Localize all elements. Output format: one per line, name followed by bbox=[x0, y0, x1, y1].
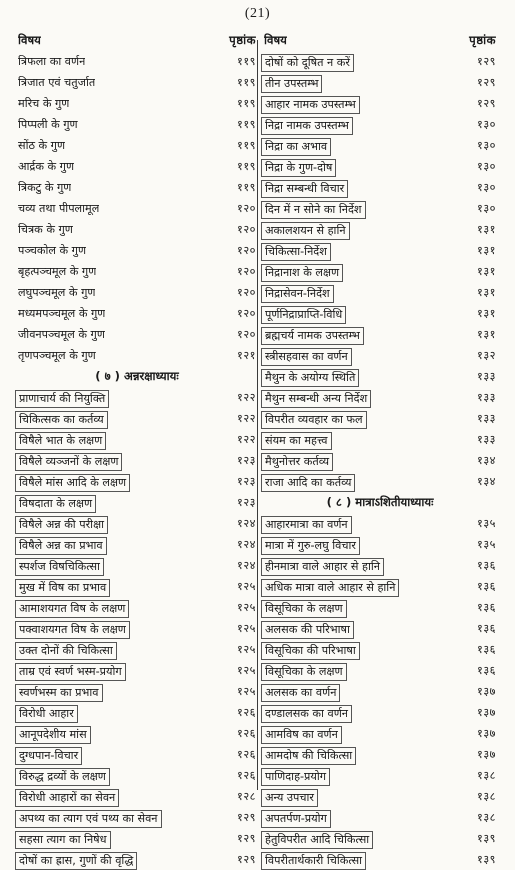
entry-title: विपरीतार्थकारी चिकित्सा bbox=[261, 852, 366, 870]
entry-page: ११९ bbox=[237, 160, 256, 173]
toc-entry bbox=[18, 345, 256, 366]
entry-page: १३७ bbox=[477, 748, 496, 761]
toc-entry bbox=[18, 135, 256, 156]
toc-entry bbox=[18, 744, 256, 765]
entry-page: १२९ bbox=[477, 97, 496, 110]
entry-page: १३३ bbox=[477, 370, 496, 383]
toc-entry bbox=[264, 198, 496, 219]
entry-page: १२० bbox=[237, 202, 256, 215]
entry-page: १३० bbox=[477, 181, 496, 194]
entry-title: विषैले मांस आदि के लक्षण bbox=[15, 474, 130, 492]
entry-title: सहसा त्याग का निषेध bbox=[15, 831, 111, 849]
toc-entry bbox=[18, 72, 256, 93]
toc-entry bbox=[264, 702, 496, 723]
entry-title: बृहत्पञ्चमूल के गुण bbox=[18, 265, 97, 278]
entry-title: हीनमात्रा वाले आहार से हानि bbox=[261, 558, 384, 576]
entry-title: पञ्चकोल के गुण bbox=[18, 244, 87, 257]
toc-entry bbox=[264, 282, 496, 303]
toc-entry bbox=[264, 744, 496, 765]
entry-page: १२४ bbox=[237, 559, 256, 572]
toc-entry bbox=[18, 219, 256, 240]
toc-entry bbox=[18, 450, 256, 471]
entry-page: ११९ bbox=[237, 139, 256, 152]
entry-title: निद्रा का अभाव bbox=[261, 138, 331, 156]
toc-entry bbox=[18, 576, 256, 597]
toc-entry bbox=[264, 135, 496, 156]
entry-title: अन्य उपचार bbox=[261, 789, 318, 807]
entry-title: त्रिजात एवं चतुर्जात bbox=[18, 76, 96, 89]
entry-title: अलसक का वर्णन bbox=[261, 684, 340, 702]
toc-right-column bbox=[264, 30, 496, 870]
entry-page: १३० bbox=[477, 202, 496, 215]
entry-page: १३६ bbox=[477, 601, 496, 614]
entry-title: चव्य तथा पीपलामूल bbox=[18, 202, 100, 215]
toc-entry bbox=[264, 534, 496, 555]
entry-title: लघुपञ्चमूल के गुण bbox=[18, 286, 96, 299]
entry-title: प्राणाचार्य की नियुक्ति bbox=[15, 390, 109, 408]
entry-page: १२५ bbox=[237, 622, 256, 635]
entry-page: १३३ bbox=[477, 433, 496, 446]
toc-entry bbox=[264, 51, 496, 72]
entry-page: १३० bbox=[477, 118, 496, 131]
toc-entry bbox=[18, 534, 256, 555]
entry-title: स्पर्शज विषचिकित्सा bbox=[15, 558, 104, 576]
toc-left-column bbox=[18, 30, 256, 870]
subject-header: विषय bbox=[264, 33, 287, 47]
toc-entry bbox=[18, 786, 256, 807]
entry-page: १३६ bbox=[477, 664, 496, 677]
toc-entry bbox=[264, 366, 496, 387]
entry-page: १३४ bbox=[477, 454, 496, 467]
entry-page: १३२ bbox=[477, 349, 496, 362]
entry-page: १२६ bbox=[237, 706, 256, 719]
entry-title: आमविष का वर्णन bbox=[261, 726, 342, 744]
entry-title: हेतुविपरीत आदि चिकित्सा bbox=[261, 831, 373, 849]
toc-entry bbox=[264, 177, 496, 198]
section-heading: ( ७ ) अन्नरक्षाध्यायः bbox=[95, 369, 179, 383]
entry-title: दोषों को दूषित न करें bbox=[261, 54, 354, 72]
entry-title: आहारमात्रा का वर्णन bbox=[261, 516, 352, 534]
toc-entry bbox=[264, 156, 496, 177]
toc-entry bbox=[18, 408, 256, 429]
entry-title: आमदोष की चिकित्सा bbox=[261, 747, 356, 765]
toc-entry bbox=[264, 345, 496, 366]
toc-entry bbox=[264, 324, 496, 345]
entry-page: १२९ bbox=[477, 76, 496, 89]
entry-title: अलसक की परिभाषा bbox=[261, 621, 354, 639]
entry-title: निद्रासेवन-निर्देश bbox=[261, 285, 334, 303]
toc-entry bbox=[264, 576, 496, 597]
entry-title: सोंठ के गुण bbox=[18, 139, 66, 152]
entry-page: १२० bbox=[237, 244, 256, 257]
toc-entry bbox=[264, 513, 496, 534]
toc-entry bbox=[264, 660, 496, 681]
entry-page: १२५ bbox=[237, 601, 256, 614]
entry-title: संयम का महत्त्व bbox=[261, 432, 332, 450]
entry-page: १२५ bbox=[237, 580, 256, 593]
toc-entry bbox=[264, 681, 496, 702]
entry-page: ११९ bbox=[237, 118, 256, 131]
entry-page: १२२ bbox=[237, 412, 256, 425]
entry-page: १३१ bbox=[477, 244, 496, 257]
page-header: पृष्ठांक bbox=[229, 33, 256, 47]
entry-page: १३८ bbox=[477, 811, 496, 824]
entry-title: विरोधी आहार bbox=[15, 705, 78, 723]
entry-page: १२९ bbox=[237, 832, 256, 845]
entry-title: आनूपदेशीय मांस bbox=[15, 726, 91, 744]
toc-entry bbox=[264, 93, 496, 114]
entry-title: पाणिदाह-प्रयोग bbox=[261, 768, 330, 786]
entry-title: ताम्र एवं स्वर्ण भस्म-प्रयोग bbox=[15, 663, 126, 681]
entry-page: १३८ bbox=[477, 769, 496, 782]
entry-title: आर्द्रक के गुण bbox=[18, 160, 75, 173]
toc-entry bbox=[264, 219, 496, 240]
toc-entry bbox=[18, 177, 256, 198]
entry-page: १२० bbox=[237, 265, 256, 278]
section-heading: ( ८ ) मात्राऽशितीयाध्यायः bbox=[326, 495, 434, 509]
entry-page: १३६ bbox=[477, 643, 496, 656]
entry-title: अपथ्य का त्याग एवं पथ्य का सेवन bbox=[15, 810, 162, 828]
toc-entry bbox=[264, 303, 496, 324]
entry-page: १३१ bbox=[477, 286, 496, 299]
toc-entry bbox=[18, 303, 256, 324]
entry-page: १२९ bbox=[477, 55, 496, 68]
toc-entry bbox=[264, 429, 496, 450]
entry-page: १२१ bbox=[237, 349, 256, 362]
toc-entry bbox=[264, 555, 496, 576]
entry-page: १२९ bbox=[237, 853, 256, 866]
entry-page: ११९ bbox=[237, 55, 256, 68]
entry-page: १३३ bbox=[477, 391, 496, 404]
entry-title: पक्वाशयगत विष के लक्षण bbox=[15, 621, 130, 639]
entry-title: विषदाता के लक्षण bbox=[15, 495, 96, 513]
entry-title: चित्रक के गुण bbox=[18, 223, 73, 236]
toc-entry bbox=[264, 723, 496, 744]
toc-entry bbox=[18, 429, 256, 450]
entry-page: १२३ bbox=[237, 454, 256, 467]
entry-title: स्वर्णभस्म का प्रभाव bbox=[15, 684, 103, 702]
entry-title: राजा आदि का कर्तव्य bbox=[261, 474, 355, 492]
entry-page: १३१ bbox=[477, 223, 496, 236]
entry-page: १३६ bbox=[477, 622, 496, 635]
toc-entry bbox=[18, 660, 256, 681]
entry-title: मैथुन के अयोग्य स्थिति bbox=[261, 369, 359, 387]
toc-right-list bbox=[264, 51, 496, 870]
entry-title: मुख में विष का प्रभाव bbox=[15, 579, 110, 597]
entry-page: १३९ bbox=[477, 832, 496, 845]
entry-title: दिन में न सोने का निर्देश bbox=[261, 201, 366, 219]
entry-title: मैथुन सम्बन्धी अन्य निर्देश bbox=[261, 390, 371, 408]
entry-title: विपरीत व्यवहार का फल bbox=[261, 411, 367, 429]
page-number: (21) bbox=[244, 6, 271, 21]
toc-entry bbox=[18, 702, 256, 723]
toc-entry bbox=[18, 513, 256, 534]
entry-title: विषैले भात के लक्षण bbox=[15, 432, 106, 450]
toc-entry bbox=[18, 324, 256, 345]
entry-page: १३५ bbox=[477, 517, 496, 530]
entry-page: १३० bbox=[477, 139, 496, 152]
right-header bbox=[264, 30, 496, 51]
toc-entry bbox=[18, 93, 256, 114]
toc-entry bbox=[264, 807, 496, 828]
entry-title: अकालशयन से हानि bbox=[261, 222, 350, 240]
toc-entry bbox=[264, 471, 496, 492]
toc-entry bbox=[18, 807, 256, 828]
entry-page: १२९ bbox=[237, 811, 256, 824]
entry-page: १३६ bbox=[477, 559, 496, 572]
toc-entry bbox=[18, 387, 256, 408]
entry-page: १३८ bbox=[477, 790, 496, 803]
entry-title: दण्डालसक का वर्णन bbox=[261, 705, 352, 723]
toc-entry bbox=[18, 282, 256, 303]
toc-entry bbox=[264, 786, 496, 807]
toc-entry bbox=[264, 387, 496, 408]
entry-page: १३४ bbox=[477, 475, 496, 488]
entry-page: १२४ bbox=[237, 538, 256, 551]
toc-entry bbox=[264, 765, 496, 786]
entry-page: ११९ bbox=[237, 181, 256, 194]
toc-entry bbox=[18, 240, 256, 261]
entry-title: विषैले अन्न का प्रभाव bbox=[15, 537, 107, 555]
entry-title: चिकित्सा-निर्देश bbox=[261, 243, 331, 261]
toc-left-list bbox=[18, 51, 256, 870]
toc-entry bbox=[18, 492, 256, 513]
toc-entry bbox=[264, 618, 496, 639]
entry-title: मात्रा में गुरु-लघु विचार bbox=[261, 537, 360, 555]
toc-entry bbox=[264, 261, 496, 282]
toc-entry bbox=[18, 723, 256, 744]
entry-title: निद्रा सम्बन्धी विचार bbox=[261, 180, 348, 198]
entry-title: अपतर्पण-प्रयोग bbox=[261, 810, 331, 828]
entry-title: चिकित्सक का कर्तव्य bbox=[15, 411, 108, 429]
toc-entry bbox=[18, 51, 256, 72]
toc-entry bbox=[264, 408, 496, 429]
entry-page: १३७ bbox=[477, 727, 496, 740]
entry-page: १२३ bbox=[237, 475, 256, 488]
entry-page: १२६ bbox=[237, 748, 256, 761]
entry-page: १२५ bbox=[237, 685, 256, 698]
entry-title: मैथुनोत्तर कर्तव्य bbox=[261, 453, 333, 471]
toc-entry bbox=[18, 681, 256, 702]
entry-page: १३७ bbox=[477, 706, 496, 719]
entry-title: निद्रा नामक उपस्तम्भ bbox=[261, 117, 353, 135]
toc-entry bbox=[18, 765, 256, 786]
entry-page: १२८ bbox=[237, 790, 256, 803]
entry-page: १३१ bbox=[477, 307, 496, 320]
entry-page: १३५ bbox=[477, 538, 496, 551]
entry-title: दुग्धपान-विचार bbox=[15, 747, 82, 765]
entry-title: विसूचिका की परिभाषा bbox=[261, 642, 360, 660]
entry-page: १३१ bbox=[477, 328, 496, 341]
entry-page: १३७ bbox=[477, 685, 496, 698]
entry-title: त्रिकटु के गुण bbox=[18, 181, 72, 194]
toc-entry bbox=[18, 849, 256, 870]
toc-entry bbox=[18, 114, 256, 135]
entry-page: १२० bbox=[237, 286, 256, 299]
entry-page: १३३ bbox=[477, 412, 496, 425]
toc-entry bbox=[264, 597, 496, 618]
entry-page: १२० bbox=[237, 223, 256, 236]
entry-page: १३० bbox=[477, 160, 496, 173]
entry-page: १३९ bbox=[477, 853, 496, 866]
entry-page: १३६ bbox=[477, 580, 496, 593]
entry-title: विरुद्ध द्रव्यों के लक्षण bbox=[15, 768, 110, 786]
entry-page: १२२ bbox=[237, 391, 256, 404]
entry-title: निद्रा के गुण-दोष bbox=[261, 159, 336, 177]
left-header bbox=[18, 30, 256, 51]
toc-entry bbox=[18, 618, 256, 639]
toc-entry bbox=[264, 849, 496, 870]
toc-entry bbox=[18, 156, 256, 177]
entry-title: जीवनपञ्चमूल के गुण bbox=[18, 328, 105, 341]
toc-entry bbox=[18, 828, 256, 849]
toc-entry bbox=[264, 639, 496, 660]
entry-page: १२४ bbox=[237, 517, 256, 530]
entry-page: १२० bbox=[237, 307, 256, 320]
toc-entry bbox=[264, 828, 496, 849]
entry-title: आमाशयगत विष के लक्षण bbox=[15, 600, 129, 618]
entry-title: उक्त दोनों की चिकित्सा bbox=[15, 642, 117, 660]
entry-page: १२० bbox=[237, 328, 256, 341]
toc-entry bbox=[18, 597, 256, 618]
subject-header: विषय bbox=[18, 33, 41, 47]
entry-title: विरोधी आहारों का सेवन bbox=[15, 789, 119, 807]
toc-entry bbox=[264, 114, 496, 135]
entry-page: १२६ bbox=[237, 727, 256, 740]
toc-entry bbox=[18, 639, 256, 660]
entry-title: आहार नामक उपस्तम्भ bbox=[261, 96, 360, 114]
toc-entry bbox=[18, 261, 256, 282]
entry-title: मध्यमपञ्चमूल के गुण bbox=[18, 307, 106, 320]
entry-title: निद्रानाश के लक्षण bbox=[261, 264, 343, 282]
toc-entry bbox=[18, 198, 256, 219]
entry-page: ११९ bbox=[237, 76, 256, 89]
entry-title: विसूचिका के लक्षण bbox=[261, 600, 347, 618]
entry-title: पिप्पली के गुण bbox=[18, 118, 78, 131]
entry-page: १३१ bbox=[477, 265, 496, 278]
entry-page: १२६ bbox=[237, 769, 256, 782]
toc-entry bbox=[264, 450, 496, 471]
toc-entry bbox=[18, 471, 256, 492]
entry-page: १२५ bbox=[237, 664, 256, 677]
toc-entry bbox=[264, 72, 496, 93]
entry-title: तीन उपस्तम्भ bbox=[261, 75, 322, 93]
entry-page: १२५ bbox=[237, 643, 256, 656]
entry-title: मरिच के गुण bbox=[18, 97, 70, 110]
entry-page: १२३ bbox=[237, 496, 256, 509]
entry-title: पूर्णनिद्राप्राप्ति-विधि bbox=[261, 306, 346, 324]
column-divider bbox=[257, 40, 258, 790]
toc-entry bbox=[18, 555, 256, 576]
entry-title: स्त्रीसहवास का वर्णन bbox=[261, 348, 352, 366]
entry-title: विषैले अन्न की परीक्षा bbox=[15, 516, 108, 534]
entry-page: ११९ bbox=[237, 97, 256, 110]
entry-title: अधिक मात्रा वाले आहार से हानि bbox=[261, 579, 399, 597]
entry-title: तृणपञ्चमूल के गुण bbox=[18, 349, 96, 362]
entry-title: दोषों का ह्रास, गुणों की वृद्धि bbox=[15, 852, 137, 870]
entry-title: ब्रह्मचर्य नामक उपस्तम्भ bbox=[261, 327, 364, 345]
entry-title: त्रिफला का वर्णन bbox=[18, 55, 86, 68]
toc-entry bbox=[264, 240, 496, 261]
entry-title: विसूचिका के लक्षण bbox=[261, 663, 347, 681]
entry-title: विषैले व्यञ्जनों के लक्षण bbox=[15, 453, 122, 471]
page-header: पृष्ठांक bbox=[469, 33, 496, 47]
entry-page: १२२ bbox=[237, 433, 256, 446]
